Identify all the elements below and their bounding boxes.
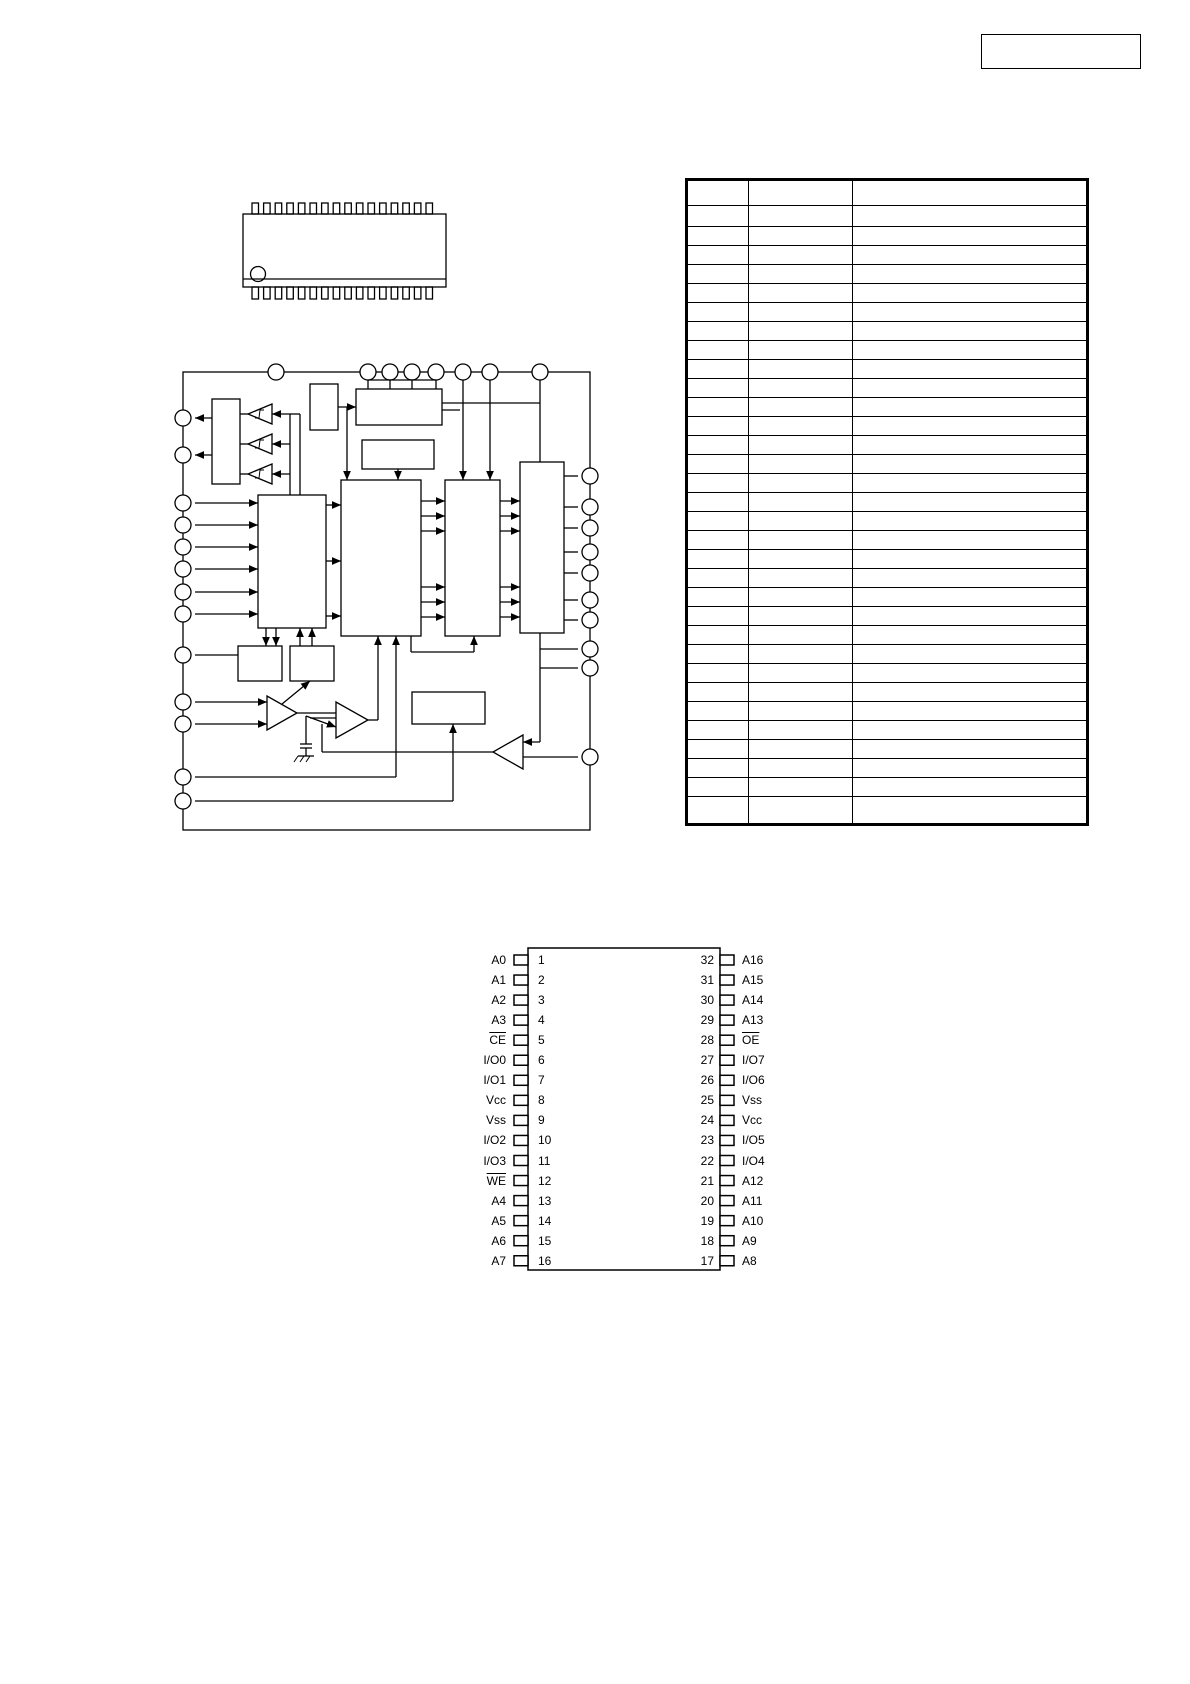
sram-pin-label: A1 [491,973,506,988]
table-row [688,397,1086,398]
diagram-pin-circle [175,694,191,710]
sram-pin-label: A3 [491,1013,506,1028]
table-row [688,606,1086,607]
diagram-pin-circle [482,364,498,380]
package-pin [356,203,363,214]
package-pin [368,287,375,299]
diagram-pin-circle [582,499,598,515]
sram-pin-label: I/O1 [483,1073,506,1088]
sram-pin-label: I/O4 [742,1153,765,1168]
package-pin [380,203,387,214]
sram-pin-box [720,1156,734,1166]
table-row [688,701,1086,702]
table-row [688,530,1086,531]
package-pin [264,203,271,214]
table-row [688,378,1086,379]
table-row [688,777,1086,778]
sram-pin-label: I/O2 [483,1133,506,1148]
table-row [688,625,1086,626]
sram-pin-label: I/O5 [742,1133,765,1148]
ic-package-outline [243,203,446,299]
diagram-pin-circle [175,606,191,622]
sram-pin-number: 12 [538,1173,552,1188]
sram-pin-number: 19 [700,1213,714,1228]
table-row [688,644,1086,645]
table-row [688,663,1086,664]
sram-pin-number: 26 [700,1073,714,1088]
sram-pin-box [514,975,528,985]
sram-pin-box [514,1135,528,1145]
package-pin [356,287,363,299]
sram-pin-box [720,1115,734,1125]
sram-pin-box [514,1216,528,1226]
package-pin [322,287,329,299]
package-pin [426,287,433,299]
package-pin [252,203,259,214]
diagram-pin-circle [582,544,598,560]
package-pin [287,287,294,299]
sram-pin-number: 23 [700,1133,714,1148]
sram-pin-number: 18 [700,1233,714,1248]
diagram-pin-circle [582,749,598,765]
sram-pin-box [514,1256,528,1266]
sram-pin-box [514,1095,528,1105]
sram-pin-box [514,1035,528,1045]
table-row [688,758,1086,759]
diagram-pin-circle [175,584,191,600]
table-row [688,796,1086,797]
package-pin [391,203,398,214]
sram-pin-number: 27 [700,1053,714,1068]
sram-pin-box [514,1156,528,1166]
diagram-pin-circle [175,561,191,577]
package-pin [380,287,387,299]
sram-pin-box [720,1256,734,1266]
package-pin [287,203,294,214]
sram-pin-number: 15 [538,1233,552,1248]
table-row [688,302,1086,303]
sram-pin-box [720,1216,734,1226]
sram-pin-number: 8 [538,1093,545,1108]
table-row [688,720,1086,721]
table-row [688,340,1086,341]
sram-pin-label: $\overline{WE}$ [486,1173,506,1188]
package-pin [310,287,317,299]
sram-pin-box [720,1035,734,1045]
diagram-pin-circle [582,468,598,484]
diagram-pin-circle [382,364,398,380]
table-column-divider [748,181,749,823]
sram-pin-label: I/O7 [742,1053,765,1068]
table-row [688,587,1086,588]
sram-pin-number: 9 [538,1113,545,1128]
package-pin [275,203,282,214]
table-row [688,511,1086,512]
sram-pin-number: 25 [700,1093,714,1108]
sram-pin-number: 20 [700,1193,714,1208]
sram-pin-number: 13 [538,1193,552,1208]
diagram-pin-circle [582,660,598,676]
diagram-pin-circle [582,592,598,608]
diagram-pin-circle [175,410,191,426]
package-pin [298,287,305,299]
sram-pin-number: 22 [700,1153,714,1168]
package-pin [368,203,375,214]
sram-pin-number: 2 [538,973,545,988]
sram-pin-label: A15 [742,973,764,988]
sram-pin-box [720,995,734,1005]
sram-pin-number: 30 [700,993,714,1008]
table-row [688,264,1086,265]
sram-pin-label: Vss [485,1113,506,1128]
table-row [688,568,1086,569]
comparator-icon [336,702,368,738]
sram-pin-number: 29 [700,1013,714,1028]
sram-pin-box [720,1015,734,1025]
pin-function-table [685,178,1089,826]
diagram-pin-circle [428,364,444,380]
diagram-pin-circle [455,364,471,380]
package-pin [391,287,398,299]
sram-pin-label: $\overline{OE}$ [742,1033,760,1048]
sram-pin-label: Vss [742,1093,763,1108]
package-pin [275,287,282,299]
sram-pin-number: 17 [700,1253,714,1268]
sram-pin-number: 5 [538,1033,545,1048]
table-row [688,205,1086,206]
package-pin [322,203,329,214]
schmitt-buffer-icon [248,404,272,484]
sram-pin-label: A12 [742,1173,764,1188]
sram-pin-box [514,1236,528,1246]
sram-pin-label: A11 [742,1193,763,1208]
sram-pin-label: A7 [491,1253,506,1268]
package-pin [414,287,421,299]
sram-pin-label: A10 [742,1213,764,1228]
package-pin [345,203,352,214]
sram-pin-number: 3 [538,993,545,1008]
sram-pin-label: I/O0 [483,1053,506,1068]
sram-pin-box [514,995,528,1005]
diagram-pin-circle [175,716,191,732]
diagram-pin-circle [582,641,598,657]
sram-pin-number: 24 [700,1113,714,1128]
sram-pin-box [720,955,734,965]
table-row [688,226,1086,227]
diagram-pin-circle [175,647,191,663]
package-pin [403,203,410,214]
sram-pin-label: A0 [491,953,506,967]
package-pin [414,203,421,214]
sram-pin-box [514,1196,528,1206]
table-row [688,283,1086,284]
package-pin [426,203,433,214]
package-pin [298,203,305,214]
amplifier-icon [267,696,297,730]
sram-pin-box [514,1115,528,1125]
sram-pin-label: A4 [491,1193,506,1208]
sram-pin-number: 31 [700,973,714,988]
diagram-pin-circle [582,565,598,581]
sram-pin-box [720,1095,734,1105]
sram-pin-box [514,1075,528,1085]
diagram-pin-circle [175,769,191,785]
sram-pin-label: Vcc [485,1093,506,1108]
diagram-pin-circle [582,520,598,536]
sram-pin-label: A8 [742,1253,757,1268]
sram-pin-label: Vcc [742,1113,763,1128]
table-row [688,454,1086,455]
sram-pin-number: 4 [538,1013,545,1028]
table-column-divider [852,181,853,823]
table-row [688,739,1086,740]
sram-pin-number: 1 [538,953,545,967]
package-pin [403,287,410,299]
sram-pin-number: 28 [700,1033,714,1048]
sram-pin-label: $\overline{CE}$ [489,1033,506,1048]
diagram-pin-circle [175,495,191,511]
sram-pin-number: 21 [700,1173,714,1188]
diagram-pin-circle [175,447,191,463]
table-row [688,245,1086,246]
sram-pin-label: I/O3 [483,1153,506,1168]
diagram-pin-circle [404,364,420,380]
package-pin [252,287,259,299]
package-pin [333,287,340,299]
diagram-pin-circle [175,793,191,809]
sram-pin-label: A5 [491,1213,506,1228]
table-row [688,359,1086,360]
table-row [688,492,1086,493]
sram-pin-number: 7 [538,1073,545,1088]
sram-pin-box [514,1055,528,1065]
sram-pin-label: I/O6 [742,1073,765,1088]
sram-pin-label: A9 [742,1233,757,1248]
sram-pin-number: 10 [538,1133,552,1148]
table-row [688,473,1086,474]
table-row [688,682,1086,683]
table-row [688,435,1086,436]
sram-pin-box [720,1055,734,1065]
sram-pin-box [514,1015,528,1025]
sram-pin-label: A6 [491,1233,506,1248]
sram-pin-box [720,975,734,985]
package-pin [333,203,340,214]
sram-pin-box [720,1236,734,1246]
sram-pin-box [720,1176,734,1186]
table-row [688,416,1086,417]
sram-pin-box [514,1176,528,1186]
sram-pin-number: 14 [538,1213,552,1228]
sram-pin-label: A2 [491,993,506,1008]
sram-pin-label: A14 [742,993,764,1008]
sram-pin-box [720,1135,734,1145]
diagram-pin-circle [175,517,191,533]
sram-pin-box [720,1196,734,1206]
diagram-pin-circle [532,364,548,380]
diagram-pin-circle [268,364,284,380]
package-pin [264,287,271,299]
sram-pin-label: A13 [742,1013,764,1028]
block-diagram [175,364,598,830]
diagram-pin-circle [582,612,598,628]
sram-pin-number: 11 [538,1153,551,1168]
sram-pin-box [720,1075,734,1085]
sram-pin-label: A16 [742,953,764,967]
table-row [688,549,1086,550]
driver-icon [493,735,523,769]
diagram-pin-circle [360,364,376,380]
diagram-pin-circle [175,539,191,555]
sram-pin-number: 6 [538,1053,545,1068]
package-pin [310,203,317,214]
sram-pin-box [514,955,528,965]
sram-pin-number: 32 [700,953,714,967]
sram-pin-number: 16 [538,1253,552,1268]
package-pin [345,287,352,299]
table-row [688,321,1086,322]
